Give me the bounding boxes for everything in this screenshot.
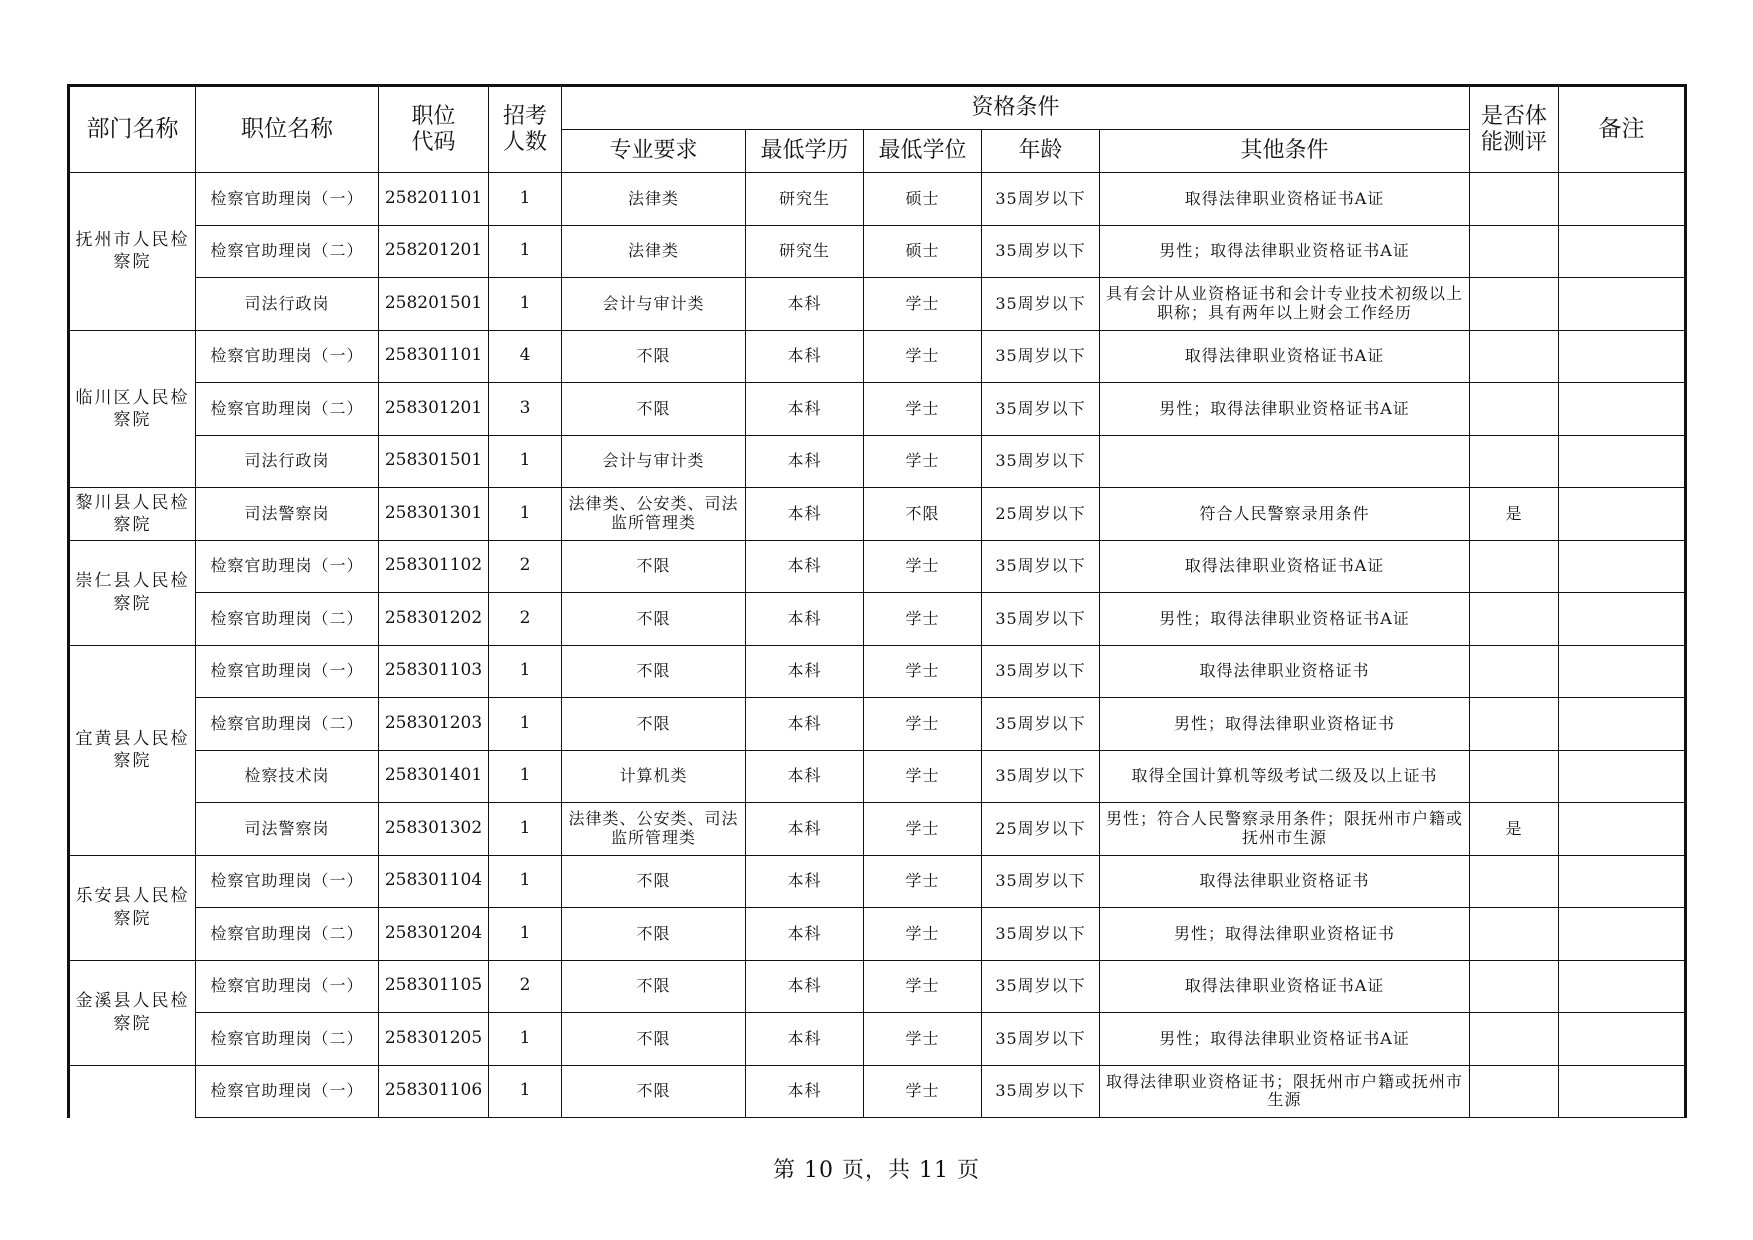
count-cell: 1 <box>489 645 562 698</box>
age-cell: 35周岁以下 <box>982 383 1100 436</box>
table-row <box>69 278 1686 331</box>
age-cell: 25周岁以下 <box>982 488 1100 541</box>
count-cell: 1 <box>489 698 562 751</box>
header-position: 职位名称 <box>196 86 379 173</box>
age-cell: 35周岁以下 <box>982 645 1100 698</box>
position-cell: 检察官助理岗（二） <box>196 383 379 436</box>
age-cell: 35周岁以下 <box>982 908 1100 961</box>
education-cell: 本科 <box>746 1013 864 1066</box>
department-cell: 临川区人民检察院 <box>69 330 196 488</box>
count-cell: 4 <box>489 330 562 383</box>
notes-cell <box>1559 803 1686 856</box>
education-cell: 本科 <box>746 488 864 541</box>
other-conditions-cell: 具有会计从业资格证书和会计专业技术初级以上职称；具有两年以上财会工作经历 <box>1100 278 1470 331</box>
notes-cell <box>1559 645 1686 698</box>
department-cell: 黎川县人民检察院 <box>69 488 196 541</box>
degree-cell: 学士 <box>864 1013 982 1066</box>
code-cell: 258301105 <box>379 960 489 1013</box>
code-cell: 258201501 <box>379 278 489 331</box>
position-cell: 检察技术岗 <box>196 750 379 803</box>
fitness-test-cell <box>1470 960 1559 1013</box>
count-cell: 1 <box>489 278 562 331</box>
major-cell: 计算机类 <box>562 750 746 803</box>
department-cell: 宜黄县人民检察院 <box>69 645 196 855</box>
other-conditions-cell: 取得法律职业资格证书A证 <box>1100 173 1470 226</box>
position-cell: 检察官助理岗（二） <box>196 1013 379 1066</box>
major-cell: 法律类 <box>562 173 746 226</box>
header-education: 最低学历 <box>746 130 864 173</box>
degree-cell: 学士 <box>864 855 982 908</box>
other-conditions-cell: 取得法律职业资格证书A证 <box>1100 330 1470 383</box>
position-cell: 司法警察岗 <box>196 488 379 541</box>
notes-cell <box>1559 855 1686 908</box>
other-conditions-cell: 男性；取得法律职业资格证书A证 <box>1100 593 1470 646</box>
table-row <box>69 435 1686 488</box>
table-row <box>69 383 1686 436</box>
education-cell: 本科 <box>746 960 864 1013</box>
degree-cell: 学士 <box>864 698 982 751</box>
code-cell: 258301104 <box>379 855 489 908</box>
degree-cell: 学士 <box>864 383 982 436</box>
header-degree: 最低学位 <box>864 130 982 173</box>
fitness-test-cell <box>1470 435 1559 488</box>
table-row <box>69 488 1686 541</box>
count-cell: 1 <box>489 173 562 226</box>
table-row <box>69 593 1686 646</box>
notes-cell <box>1559 383 1686 436</box>
table-row <box>69 960 1686 1013</box>
table-row <box>69 330 1686 383</box>
count-cell: 1 <box>489 1065 562 1118</box>
fitness-test-cell <box>1470 383 1559 436</box>
header-dept: 部门名称 <box>69 86 196 173</box>
code-cell: 258201201 <box>379 225 489 278</box>
notes-cell <box>1559 593 1686 646</box>
other-conditions-cell: 男性；取得法律职业资格证书 <box>1100 698 1470 751</box>
code-cell: 258301204 <box>379 908 489 961</box>
major-cell: 会计与审计类 <box>562 435 746 488</box>
fitness-test-cell <box>1470 540 1559 593</box>
other-conditions-cell: 男性；取得法律职业资格证书 <box>1100 908 1470 961</box>
other-conditions-cell: 男性；取得法律职业资格证书A证 <box>1100 1013 1470 1066</box>
major-cell: 不限 <box>562 908 746 961</box>
count-cell: 2 <box>489 593 562 646</box>
header-age: 年龄 <box>982 130 1100 173</box>
age-cell: 35周岁以下 <box>982 1065 1100 1118</box>
position-cell: 检察官助理岗（一） <box>196 1065 379 1118</box>
notes-cell <box>1559 225 1686 278</box>
degree-cell: 学士 <box>864 435 982 488</box>
education-cell: 本科 <box>746 645 864 698</box>
notes-cell <box>1559 1065 1686 1118</box>
education-cell: 本科 <box>746 908 864 961</box>
age-cell: 35周岁以下 <box>982 540 1100 593</box>
fitness-test-cell <box>1470 593 1559 646</box>
notes-cell <box>1559 750 1686 803</box>
age-cell: 35周岁以下 <box>982 1013 1100 1066</box>
header-count: 招考人数 <box>489 86 562 173</box>
age-cell: 25周岁以下 <box>982 803 1100 856</box>
major-cell: 会计与审计类 <box>562 278 746 331</box>
count-cell: 1 <box>489 1013 562 1066</box>
department-cell: 崇仁县人民检察院 <box>69 540 196 645</box>
degree-cell: 学士 <box>864 645 982 698</box>
age-cell: 35周岁以下 <box>982 855 1100 908</box>
count-cell: 1 <box>489 750 562 803</box>
count-cell: 1 <box>489 855 562 908</box>
table-row <box>69 908 1686 961</box>
fitness-test-cell <box>1470 1013 1559 1066</box>
position-cell: 检察官助理岗（二） <box>196 908 379 961</box>
notes-cell <box>1559 330 1686 383</box>
education-cell: 本科 <box>746 435 864 488</box>
header-fitness: 是否体能测评 <box>1470 86 1559 173</box>
other-conditions-cell: 取得法律职业资格证书 <box>1100 855 1470 908</box>
degree-cell: 不限 <box>864 488 982 541</box>
fitness-test-cell <box>1470 278 1559 331</box>
education-cell: 本科 <box>746 383 864 436</box>
notes-cell <box>1559 1013 1686 1066</box>
table-row <box>69 1013 1686 1066</box>
notes-cell <box>1559 540 1686 593</box>
table-body <box>69 173 1686 1118</box>
table-row <box>69 225 1686 278</box>
position-cell: 检察官助理岗（一） <box>196 540 379 593</box>
education-cell: 本科 <box>746 855 864 908</box>
notes-cell <box>1559 278 1686 331</box>
degree-cell: 硕士 <box>864 173 982 226</box>
table-row <box>69 540 1686 593</box>
other-conditions-cell: 取得法律职业资格证书A证 <box>1100 960 1470 1013</box>
count-cell: 2 <box>489 540 562 593</box>
fitness-test-cell <box>1470 855 1559 908</box>
count-cell: 3 <box>489 383 562 436</box>
fitness-test-cell <box>1470 1065 1559 1118</box>
education-cell: 本科 <box>746 750 864 803</box>
major-cell: 不限 <box>562 645 746 698</box>
code-cell: 258301103 <box>379 645 489 698</box>
major-cell: 不限 <box>562 383 746 436</box>
age-cell: 35周岁以下 <box>982 960 1100 1013</box>
other-conditions-cell: 符合人民警察录用条件 <box>1100 488 1470 541</box>
department-cell: 抚州市人民检察院 <box>69 173 196 331</box>
major-cell: 法律类、公安类、司法监所管理类 <box>562 488 746 541</box>
fitness-test-cell <box>1470 908 1559 961</box>
position-cell: 检察官助理岗（一） <box>196 173 379 226</box>
position-cell: 检察官助理岗（一） <box>196 855 379 908</box>
code-cell: 258301201 <box>379 383 489 436</box>
department-cell <box>69 1065 196 1118</box>
fitness-test-cell <box>1470 645 1559 698</box>
major-cell: 不限 <box>562 855 746 908</box>
table-row <box>69 803 1686 856</box>
other-conditions-cell: 取得法律职业资格证书；限抚州市户籍或抚州市生源 <box>1100 1065 1470 1118</box>
major-cell: 法律类 <box>562 225 746 278</box>
code-cell: 258301205 <box>379 1013 489 1066</box>
fitness-test-cell <box>1470 330 1559 383</box>
header-major: 专业要求 <box>562 130 746 173</box>
other-conditions-cell: 男性；取得法律职业资格证书A证 <box>1100 383 1470 436</box>
other-conditions-cell: 男性；取得法律职业资格证书A证 <box>1100 225 1470 278</box>
notes-cell <box>1559 960 1686 1013</box>
other-conditions-cell: 男性；符合人民警察录用条件；限抚州市户籍或抚州市生源 <box>1100 803 1470 856</box>
major-cell: 法律类、公安类、司法监所管理类 <box>562 803 746 856</box>
table-row <box>69 698 1686 751</box>
age-cell: 35周岁以下 <box>982 435 1100 488</box>
code-cell: 258301401 <box>379 750 489 803</box>
count-cell: 1 <box>489 908 562 961</box>
table-row <box>69 645 1686 698</box>
fitness-test-cell: 是 <box>1470 488 1559 541</box>
code-cell: 258301101 <box>379 330 489 383</box>
age-cell: 35周岁以下 <box>982 593 1100 646</box>
degree-cell: 学士 <box>864 960 982 1013</box>
notes-cell <box>1559 908 1686 961</box>
notes-cell <box>1559 173 1686 226</box>
other-conditions-cell <box>1100 435 1470 488</box>
code-cell: 258201101 <box>379 173 489 226</box>
education-cell: 研究生 <box>746 225 864 278</box>
position-cell: 检察官助理岗（一） <box>196 960 379 1013</box>
position-cell: 司法行政岗 <box>196 278 379 331</box>
major-cell: 不限 <box>562 960 746 1013</box>
other-conditions-cell: 取得全国计算机等级考试二级及以上证书 <box>1100 750 1470 803</box>
position-cell: 检察官助理岗（二） <box>196 698 379 751</box>
page-footer: 第 10 页，共 11 页 <box>773 1158 980 1183</box>
position-cell: 司法行政岗 <box>196 435 379 488</box>
code-cell: 258301302 <box>379 803 489 856</box>
degree-cell: 硕士 <box>864 225 982 278</box>
age-cell: 35周岁以下 <box>982 173 1100 226</box>
department-cell: 金溪县人民检察院 <box>69 960 196 1065</box>
education-cell: 本科 <box>746 593 864 646</box>
education-cell: 本科 <box>746 803 864 856</box>
position-cell: 检察官助理岗（二） <box>196 225 379 278</box>
education-cell: 本科 <box>746 540 864 593</box>
table-row <box>69 855 1686 908</box>
header-code: 职位代码 <box>379 86 489 173</box>
degree-cell: 学士 <box>864 908 982 961</box>
education-cell: 本科 <box>746 278 864 331</box>
degree-cell: 学士 <box>864 750 982 803</box>
fitness-test-cell: 是 <box>1470 803 1559 856</box>
header-qualifications: 资格条件 <box>562 86 1470 130</box>
age-cell: 35周岁以下 <box>982 750 1100 803</box>
recruitment-table <box>67 84 1687 1118</box>
other-conditions-cell: 取得法律职业资格证书A证 <box>1100 540 1470 593</box>
code-cell: 258301202 <box>379 593 489 646</box>
count-cell: 1 <box>489 435 562 488</box>
major-cell: 不限 <box>562 593 746 646</box>
code-cell: 258301106 <box>379 1065 489 1118</box>
education-cell: 本科 <box>746 698 864 751</box>
fitness-test-cell <box>1470 698 1559 751</box>
major-cell: 不限 <box>562 540 746 593</box>
major-cell: 不限 <box>562 1065 746 1118</box>
header-other: 其他条件 <box>1100 130 1470 173</box>
department-cell: 乐安县人民检察院 <box>69 855 196 960</box>
degree-cell: 学士 <box>864 330 982 383</box>
position-cell: 检察官助理岗（二） <box>196 593 379 646</box>
other-conditions-cell: 取得法律职业资格证书 <box>1100 645 1470 698</box>
code-cell: 258301203 <box>379 698 489 751</box>
degree-cell: 学士 <box>864 1065 982 1118</box>
code-cell: 258301501 <box>379 435 489 488</box>
table-row <box>69 173 1686 226</box>
table-row <box>69 1065 1686 1118</box>
notes-cell <box>1559 435 1686 488</box>
education-cell: 本科 <box>746 330 864 383</box>
education-cell: 研究生 <box>746 173 864 226</box>
header-notes: 备注 <box>1559 86 1686 173</box>
major-cell: 不限 <box>562 1013 746 1066</box>
fitness-test-cell <box>1470 225 1559 278</box>
degree-cell: 学士 <box>864 593 982 646</box>
code-cell: 258301301 <box>379 488 489 541</box>
count-cell: 2 <box>489 960 562 1013</box>
fitness-test-cell <box>1470 173 1559 226</box>
fitness-test-cell <box>1470 750 1559 803</box>
degree-cell: 学士 <box>864 278 982 331</box>
count-cell: 1 <box>489 488 562 541</box>
education-cell: 本科 <box>746 1065 864 1118</box>
age-cell: 35周岁以下 <box>982 225 1100 278</box>
notes-cell <box>1559 488 1686 541</box>
table-header <box>69 86 1686 173</box>
degree-cell: 学士 <box>864 803 982 856</box>
notes-cell <box>1559 698 1686 751</box>
position-cell: 司法警察岗 <box>196 803 379 856</box>
position-cell: 检察官助理岗（一） <box>196 645 379 698</box>
position-cell: 检察官助理岗（一） <box>196 330 379 383</box>
major-cell: 不限 <box>562 698 746 751</box>
count-cell: 1 <box>489 225 562 278</box>
count-cell: 1 <box>489 803 562 856</box>
age-cell: 35周岁以下 <box>982 278 1100 331</box>
age-cell: 35周岁以下 <box>982 330 1100 383</box>
age-cell: 35周岁以下 <box>982 698 1100 751</box>
degree-cell: 学士 <box>864 540 982 593</box>
code-cell: 258301102 <box>379 540 489 593</box>
table-row <box>69 750 1686 803</box>
major-cell: 不限 <box>562 330 746 383</box>
